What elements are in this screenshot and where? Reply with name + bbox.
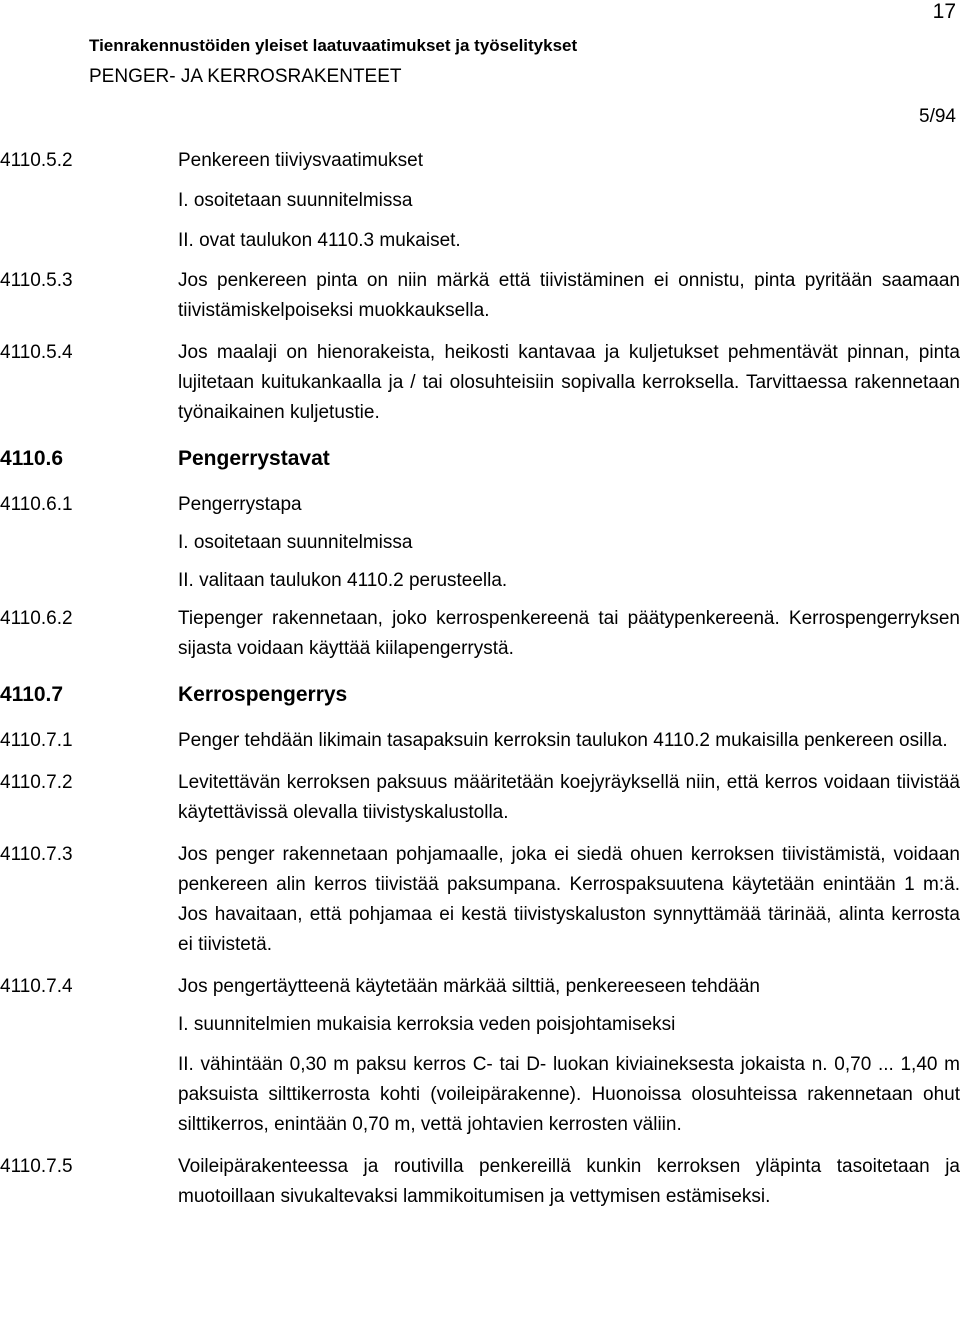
clause-4110-7-2 xyxy=(0,768,960,828)
clause-number: 4110.7.2 xyxy=(0,772,73,793)
clause-text: Tiepenger rakennetaan, joko kerrospenkereenä tai päätypenkereenä. Kerrospengerryksen sijasta voidaan käyttää kiilapengerrystä. xyxy=(178,608,960,659)
clause-number: 4110.6.2 xyxy=(0,608,73,629)
clause-text: Penkereen tiiviysvaatimukset xyxy=(178,150,423,171)
clause-text: Jos maalaji on hienorakeista, heikosti kantavaa ja kuljetukset pehmentävät pinnan, pinta lujitetaan kuitukankaalla ja / tai olosuhteisiin sopivalla kerroksella. Tarvittaessa rakennetaan työnaikainen kuljetustie. xyxy=(178,342,960,423)
clause-number: 4110.5.2 xyxy=(0,150,73,171)
clause-4110-7-5 xyxy=(0,1152,960,1212)
section-heading-4110-6 xyxy=(0,444,960,474)
clause-4110-7-1 xyxy=(0,726,960,756)
clause-subitem-1: I. suunnitelmien mukaisia kerroksia veden poisjohtamiseksi xyxy=(178,1014,676,1035)
clause-4110-7-4 xyxy=(0,972,960,1140)
section-title: PENGER- JA KERROSRAKENTEET xyxy=(89,66,402,87)
clause-text: Levitettävän kerroksen paksuus määritetään koejyräyksellä niin, että kerros voidaan tiivistää käytettävissä olevalla tiivistyskalustolla. xyxy=(178,772,960,823)
clause-subitem-2: II. valitaan taulukon 4110.2 perusteella. xyxy=(178,570,508,591)
clause-number: 4110.7.4 xyxy=(0,976,73,997)
section-heading-4110-7 xyxy=(0,680,960,710)
page-reference: 5/94 xyxy=(919,106,956,127)
clause-text: Pengerrystapa xyxy=(178,494,302,515)
clause-subitem-1: I. osoitetaan suunnitelmissa xyxy=(178,190,413,211)
clause-text: Jos pengertäytteenä käytetään märkää silttiä, penkereeseen tehdään xyxy=(178,976,760,997)
clause-subitem-2: II. ovat taulukon 4110.3 mukaiset. xyxy=(178,230,461,251)
clause-number: 4110.5.3 xyxy=(0,270,73,291)
clause-number: 4110.5.4 xyxy=(0,342,73,363)
document-body xyxy=(0,146,960,1212)
clause-number: 4110.7.5 xyxy=(0,1156,73,1177)
section-heading: Kerrospengerrys xyxy=(178,683,348,706)
clause-4110-7-3 xyxy=(0,840,960,960)
clause-number: 4110.6.1 xyxy=(0,494,73,515)
clause-subitem-2: II. vähintään 0,30 m paksu kerros C- tai D- luokan kiviaineksesta jokaista n. 0,70 ... 1,40 m paksuista silttikerrosta kohti (voileipärakenne). Huonoissa olosuhteissa rakennetaan ohut silttikerros, enintään 0,70 m, vettä johtavien kerrosten väliin. xyxy=(178,1054,960,1135)
clause-text: Voileipärakenteessa ja routivilla penkereillä kunkin kerroksen yläpinta tasoitetaan ja muotoillaan sivukaltevaksi lammikoitumisen ja vettymisen estämiseksi. xyxy=(178,1156,960,1207)
clause-text: Jos penkereen pinta on niin märkä että tiivistäminen ei onnistu, pinta pyritään saamaan tiivistämiskelpoiseksi muokkauksella. xyxy=(178,270,960,321)
clause-number: 4110.7.3 xyxy=(0,844,73,865)
clause-text: Jos penger rakennetaan pohjamaalle, joka ei siedä ohuen kerroksen tiivistämistä, voidaan penkereen alin kerros tiivistää paksumpana. Kerrospaksuutena käytetään enintään 1 m:ä. Jos havaitaan, että pohjamaa ei kestä tiivistyskaluston synnyttämää tärinää, alinta kerrosta ei tiivistetä. xyxy=(178,844,960,955)
clause-number: 4110.7.1 xyxy=(0,730,73,751)
clause-text: Penger tehdään likimain tasapaksuin kerroksin taulukon 4110.2 mukaisilla penkereen osilla. xyxy=(178,730,948,751)
clause-4110-6-1 xyxy=(0,490,960,596)
clause-4110-6-2 xyxy=(0,604,960,664)
section-number: 4110.6 xyxy=(0,447,64,470)
clause-subitem-1: I. osoitetaan suunnitelmissa xyxy=(178,532,413,553)
document-title: Tienrakennustöiden yleiset laatuvaatimukset ja työselitykset xyxy=(89,36,578,55)
clause-4110-5-3 xyxy=(0,266,960,326)
clause-4110-5-4 xyxy=(0,338,960,428)
section-number: 4110.7 xyxy=(0,683,64,706)
section-heading: Pengerrystavat xyxy=(178,447,330,470)
page-number: 17 xyxy=(932,0,956,23)
clause-4110-5-2 xyxy=(0,146,960,256)
